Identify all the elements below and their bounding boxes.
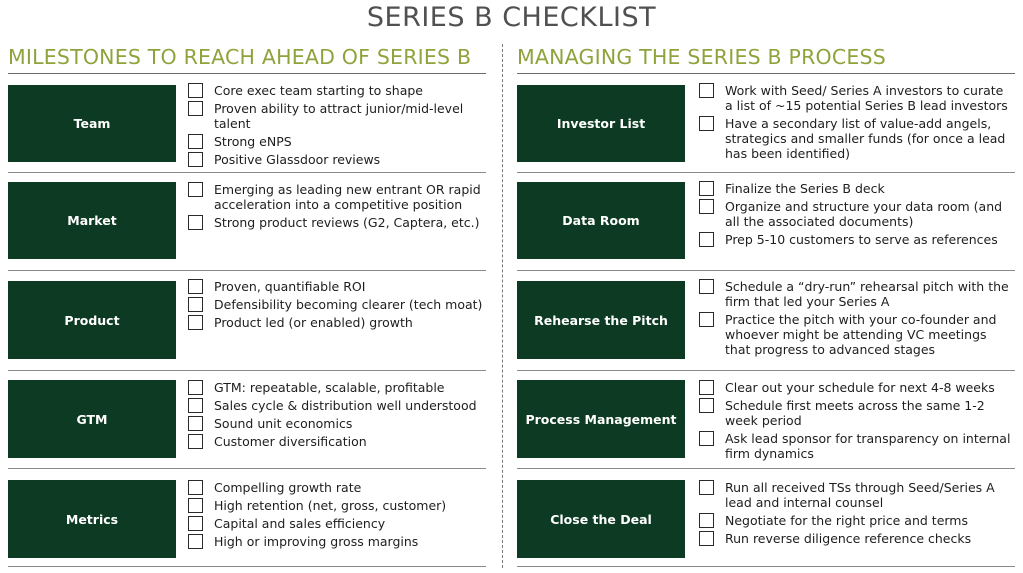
column-divider [502, 44, 503, 568]
process-management-checklist [699, 380, 1011, 464]
checkbox[interactable] [699, 83, 714, 98]
checklist-item[interactable]: Finalize the Series B deck [699, 181, 1011, 196]
row-separator [517, 370, 1015, 371]
row-separator [517, 468, 1015, 469]
checklist-item[interactable]: Positive Glassdoor reviews [188, 152, 483, 167]
checkbox[interactable] [188, 182, 203, 197]
checklist-item[interactable]: Compelling growth rate [188, 480, 483, 495]
row-separator [8, 370, 486, 371]
checkbox[interactable] [188, 434, 203, 449]
checkbox[interactable] [188, 315, 203, 330]
section-label-process-management: Process Management [517, 380, 685, 458]
section-label-team: Team [8, 85, 176, 162]
checkbox[interactable] [699, 531, 714, 546]
checklist-item[interactable]: Have a secondary list of value-add angels, strategics and smaller funds (for once a lead has been identified) [699, 116, 1011, 161]
checkbox[interactable] [188, 516, 203, 531]
checklist-item[interactable]: Organize and structure your data room (and all the associated documents) [699, 199, 1011, 229]
checkbox[interactable] [699, 199, 714, 214]
investor-list-checklist [699, 83, 1011, 164]
row-separator [8, 566, 486, 567]
checkbox[interactable] [188, 380, 203, 395]
section-label-data-room: Data Room [517, 182, 685, 259]
checklist-item[interactable]: Run reverse diligence reference checks [699, 531, 1011, 546]
left-column-heading: MILESTONES TO REACH AHEAD OF SERIES B [8, 45, 472, 69]
checklist-item[interactable]: Defensibility becoming clearer (tech moat) [188, 297, 483, 312]
checkbox[interactable] [699, 431, 714, 446]
section-label-metrics: Metrics [8, 480, 176, 558]
checkbox[interactable] [188, 215, 203, 230]
right-heading-rule [517, 73, 1015, 74]
data-room-checklist [699, 181, 1011, 250]
checklist-item[interactable]: Negotiate for the right price and terms [699, 513, 1011, 528]
product-checklist [188, 279, 483, 333]
left-heading-rule [8, 73, 486, 74]
checkbox[interactable] [699, 116, 714, 131]
team-checklist [188, 83, 483, 170]
gtm-checklist [188, 380, 483, 452]
checkbox[interactable] [188, 101, 203, 116]
row-separator [8, 270, 486, 271]
checklist-item[interactable]: Schedule a “dry-run” rehearsal pitch with the firm that led your Series A [699, 279, 1011, 309]
close-deal-checklist [699, 480, 1011, 549]
section-label-rehearse-the-pitch: Rehearse the Pitch [517, 281, 685, 359]
section-label-gtm: GTM [8, 380, 176, 458]
checkbox[interactable] [699, 480, 714, 495]
checklist-item[interactable]: GTM: repeatable, scalable, profitable [188, 380, 483, 395]
checklist-item[interactable]: Run all received TSs through Seed/Series A lead and internal counsel [699, 480, 1011, 510]
checkbox[interactable] [699, 181, 714, 196]
checkbox[interactable] [188, 498, 203, 513]
checkbox[interactable] [699, 513, 714, 528]
checkbox[interactable] [699, 312, 714, 327]
row-separator [8, 468, 486, 469]
checklist-item[interactable]: Sales cycle & distribution well understood [188, 398, 483, 413]
section-label-investor-list: Investor List [517, 85, 685, 162]
checkbox[interactable] [699, 232, 714, 247]
rehearse-pitch-checklist [699, 279, 1011, 360]
checklist-item[interactable]: Strong product reviews (G2, Captera, etc.) [188, 215, 483, 230]
row-separator [517, 172, 1015, 173]
checkbox[interactable] [699, 398, 714, 413]
checklist-item[interactable]: Schedule first meets across the same 1-2 week period [699, 398, 1011, 428]
checkbox[interactable] [188, 534, 203, 549]
checkbox[interactable] [188, 134, 203, 149]
row-separator [517, 566, 1015, 567]
metrics-checklist [188, 480, 483, 552]
checklist-item[interactable]: Strong eNPS [188, 134, 483, 149]
checkbox[interactable] [188, 297, 203, 312]
checklist-item[interactable]: High or improving gross margins [188, 534, 483, 549]
checklist-item[interactable]: Emerging as leading new entrant OR rapid acceleration into a competitive position [188, 182, 483, 212]
checklist-item[interactable]: Work with Seed/ Series A investors to curate a list of ~15 potential Series B lead investors [699, 83, 1011, 113]
checklist-item[interactable]: High retention (net, gross, customer) [188, 498, 483, 513]
market-checklist [188, 182, 483, 233]
checklist-item[interactable]: Proven, quantifiable ROI [188, 279, 483, 294]
checkbox[interactable] [188, 398, 203, 413]
section-label-product: Product [8, 281, 176, 359]
checkbox[interactable] [188, 480, 203, 495]
right-column-heading: MANAGING THE SERIES B PROCESS [517, 45, 886, 69]
page-title: SERIES B CHECKLIST [366, 2, 657, 33]
checklist-item[interactable]: Product led (or enabled) growth [188, 315, 483, 330]
checklist-item[interactable]: Practice the pitch with your co-founder and whoever might be attending VC meetings that progress to advanced stages [699, 312, 1011, 357]
checklist-item[interactable]: Clear out your schedule for next 4-8 weeks [699, 380, 1011, 395]
checkbox[interactable] [699, 380, 714, 395]
checklist-item[interactable]: Sound unit economics [188, 416, 483, 431]
checkbox[interactable] [188, 416, 203, 431]
checkbox[interactable] [699, 279, 714, 294]
checklist-item[interactable]: Prep 5-10 customers to serve as references [699, 232, 1011, 247]
checklist-item[interactable]: Capital and sales efficiency [188, 516, 483, 531]
section-label-market: Market [8, 182, 176, 259]
checklist-item[interactable]: Customer diversification [188, 434, 483, 449]
checkbox[interactable] [188, 279, 203, 294]
checklist-item[interactable]: Ask lead sponsor for transparency on internal firm dynamics [699, 431, 1011, 461]
section-label-close-the-deal: Close the Deal [517, 480, 685, 558]
row-separator [517, 270, 1015, 271]
row-separator [8, 172, 486, 173]
checkbox[interactable] [188, 83, 203, 98]
checklist-item[interactable]: Core exec team starting to shape [188, 83, 483, 98]
checkbox[interactable] [188, 152, 203, 167]
checklist-item[interactable]: Proven ability to attract junior/mid-level talent [188, 101, 483, 131]
